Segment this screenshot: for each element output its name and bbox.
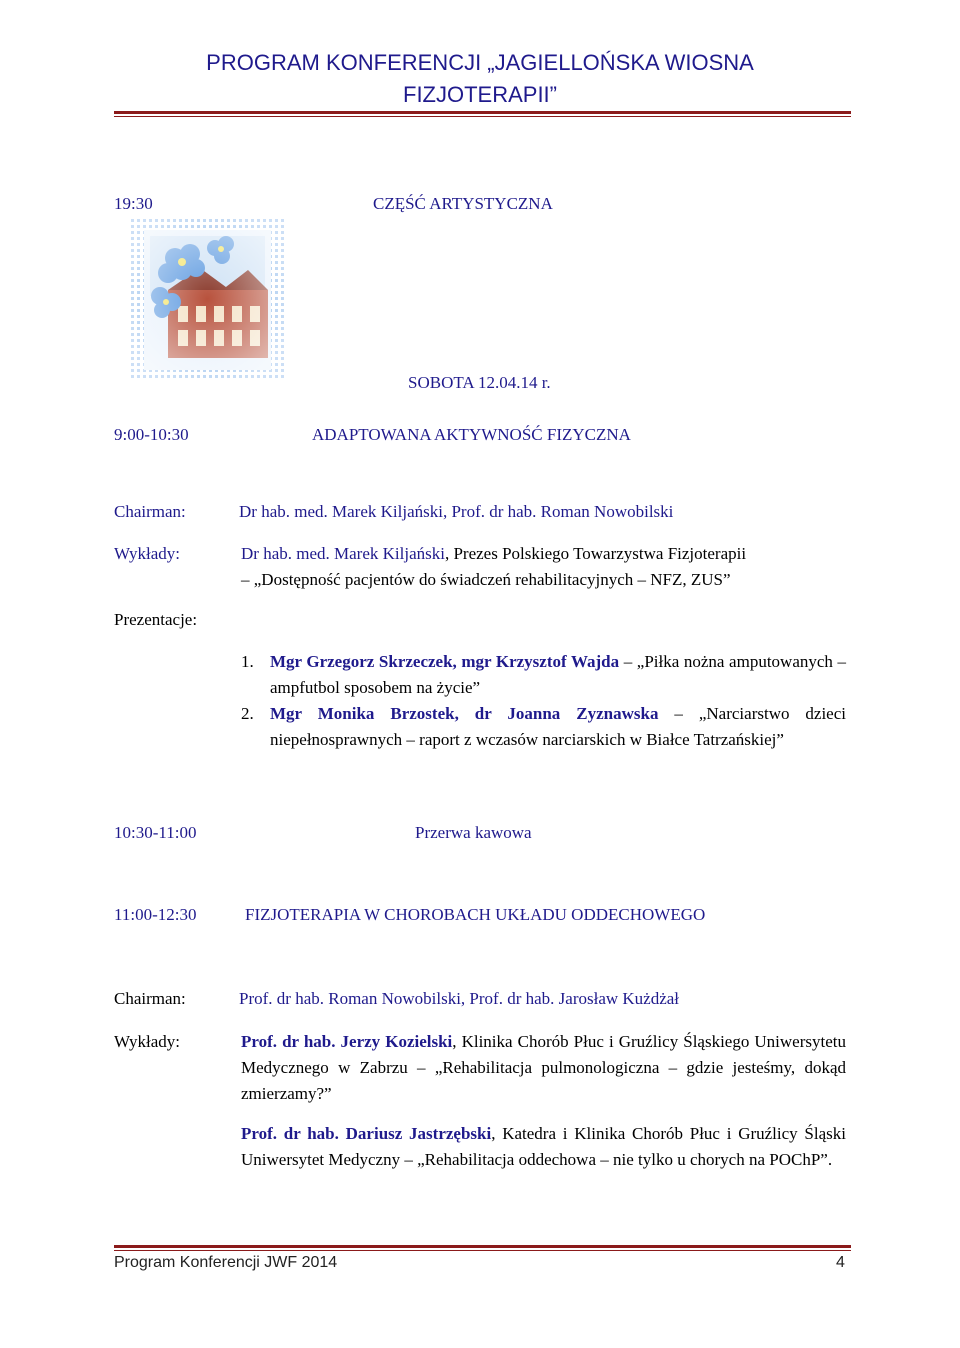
presentation-number: 1. [241, 652, 254, 671]
presentation-number: 2. [241, 704, 254, 723]
footer-rule-thin [114, 1250, 851, 1251]
footer-rule [114, 1245, 851, 1248]
lecture-affiliation: , Prezes Polskiego Towarzystwa Fizjoterapii [444, 544, 747, 563]
session1-lectures-label: Wykłady: [114, 544, 181, 563]
session2-chairman: Prof. dr hab. Roman Nowobilski, Prof. dr hab. Jarosław Kużdżał [239, 989, 680, 1008]
page-title-line-1: PROGRAM KONFERENCJI „JAGIELLOŃSKA WIOSNA [206, 50, 754, 75]
presentation-title: – „Piłka nożna amputowanych – ampfutbol sposobem na życie” [270, 652, 846, 697]
presentation-speakers: Mgr Monika Brzostek, dr Joanna Zyznawska [270, 704, 659, 723]
session2-time: 11:00-12:30 [114, 905, 197, 924]
presentation-title: – „Narciarstwo dzieci niepełnosprawnych – raport z wczasów narciarskich w Białce Tatrzańskiej” [270, 704, 846, 749]
session1-chairman-label: Chairman: [114, 502, 186, 521]
presentation-item [241, 649, 846, 701]
session2-chairman-label: Chairman: [114, 989, 186, 1008]
page-title-line-2: FIZJOTERAPII” [403, 82, 557, 107]
lecture-speaker: Prof. dr hab. Dariusz Jastrzębski [241, 1124, 492, 1143]
lecture-speaker: Prof. dr hab. Jerzy Kozielski [241, 1032, 453, 1051]
session2-title: FIZJOTERAPIA W CHOROBACH UKŁADU ODDECHOWEGO [245, 905, 706, 924]
page-number: 4 [836, 1254, 845, 1271]
session1-lecture [241, 541, 851, 567]
session2-lecture [241, 1121, 846, 1173]
session1-chairman: Dr hab. med. Marek Kiljański, Prof. dr hab. Roman Nowobilski [239, 502, 674, 521]
artistic-title: CZĘŚĆ ARTYSTYCZNA [373, 194, 553, 213]
lecture-speaker: Dr hab. med. Marek Kiljański [241, 544, 445, 563]
presentation-speakers: Mgr Grzegorz Skrzeczek, mgr Krzysztof Wajda [270, 652, 620, 671]
session1-presentations-label: Prezentacje: [114, 610, 198, 629]
presentation-item [241, 701, 846, 753]
header-rule-thin [114, 116, 851, 117]
lecture-text: , Katedra i Klinika Chorób Płuc i Gruźlicy Śląski Uniwersytet Medyczny – „Rehabilitacja oddechowa – nie tylko u chorych na POChP”. [241, 1124, 846, 1169]
header-rule [114, 111, 851, 114]
break-title: Przerwa kawowa [415, 823, 532, 842]
conference-logo [130, 218, 285, 380]
lecture-text: , Klinika Chorób Płuc i Gruźlicy Śląskiego Uniwersytetu Medycznego w Zabrzu – „Rehabilitacja pulmonologiczna – gdzie jesteśmy, dokąd zmierzamy?” [241, 1032, 846, 1103]
session1-lecture-title: – „Dostępność pacjentów do świadczeń rehabilitacyjnych – NFZ, ZUS” [241, 570, 731, 589]
day-heading: SOBOTA 12.04.14 r. [408, 373, 551, 392]
break-time: 10:30-11:00 [114, 823, 197, 842]
footer-text: Program Konferencji JWF 2014 [114, 1254, 338, 1271]
session2-lecture [241, 1029, 846, 1107]
session1-title: ADAPTOWANA AKTYWNOŚĆ FIZYCZNA [312, 425, 631, 444]
artistic-time: 19:30 [114, 194, 153, 213]
session1-time: 9:00-10:30 [114, 425, 189, 444]
session2-lectures-label: Wykłady: [114, 1032, 181, 1051]
